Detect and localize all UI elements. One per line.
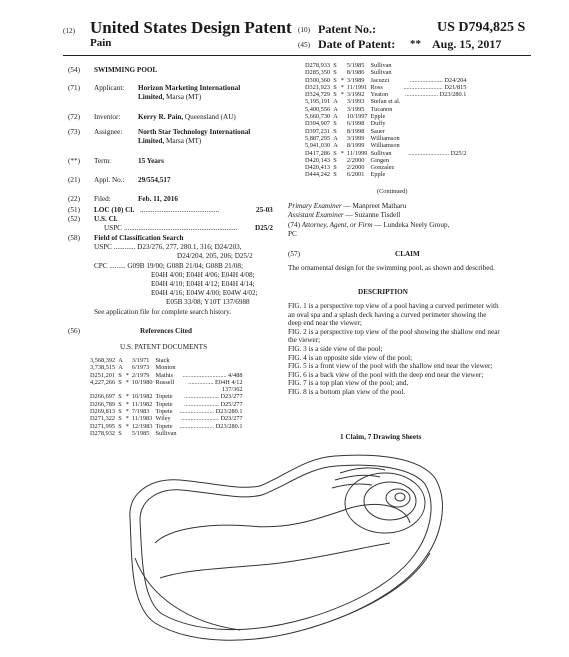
- claim-title: CLAIM: [395, 250, 420, 258]
- appl-code: (21): [68, 176, 80, 184]
- assistant-examiner-label: Assistant Examiner: [288, 211, 344, 219]
- reference-row: [305, 98, 469, 105]
- reference-cell: S: [118, 415, 122, 423]
- reference-cell: 6/2001: [346, 171, 365, 179]
- description-list: [288, 302, 500, 397]
- reference-cell: A: [118, 364, 123, 372]
- applicant-location: Marsa (MT): [165, 93, 202, 101]
- reference-cell: 3,738,515: [90, 364, 116, 372]
- assignee-code: (73): [68, 128, 80, 136]
- spa-center: [386, 489, 410, 507]
- attorney-label: Attorney, Agent, or Firm: [301, 221, 373, 229]
- pool-inner-rim: [140, 465, 431, 629]
- reference-cell: D271,995: [90, 422, 116, 430]
- reference-row: [305, 62, 469, 69]
- pool-floor-line: [155, 504, 410, 543]
- uscl-label: U.S. Cl.: [94, 215, 118, 223]
- reference-cell: Sullivan: [370, 149, 392, 157]
- uspc-value: D25/2: [255, 224, 273, 232]
- filed-code: (22): [68, 195, 80, 203]
- reference-cell: S: [333, 120, 337, 128]
- reference-cell: [403, 113, 469, 120]
- assistant-examiner: — Suzanne Tisdell: [345, 211, 401, 219]
- reference-row: [90, 357, 246, 364]
- reference-cell: *: [125, 408, 129, 416]
- reference-cell: D420,143: [305, 156, 331, 164]
- reference-cell: 6/1998: [346, 120, 365, 128]
- reference-cell: 3/1999: [346, 134, 365, 142]
- applicant-code: (71): [68, 84, 80, 92]
- reference-cell: S: [333, 149, 337, 157]
- reference-row: [90, 364, 246, 371]
- reference-cell: Sullivan: [155, 429, 177, 437]
- refs-continued: (Continued): [377, 188, 408, 195]
- reference-cell: A: [333, 134, 338, 142]
- reference-cell: [403, 164, 469, 171]
- date-of-patent: Aug. 15, 2017: [432, 37, 502, 51]
- reference-cell: *: [125, 378, 129, 386]
- reference-row: [305, 150, 469, 157]
- reference-cell: Yeaton: [370, 91, 389, 99]
- reference-cell: [180, 357, 246, 364]
- uscl-code: (52): [68, 215, 80, 223]
- inventor-location: Queensland (AU): [184, 113, 236, 121]
- reference-cell: [403, 120, 469, 127]
- reference-row: [90, 379, 246, 386]
- assignee-rest: Limited,: [138, 137, 165, 145]
- reference-row: [305, 135, 469, 142]
- reference-cell: Stefan et al.: [370, 98, 401, 106]
- reference-cell: *: [340, 83, 344, 91]
- reference-row: [305, 113, 469, 120]
- pool-wall-line-2: [310, 553, 430, 628]
- reference-cell: ..................... D23/280.1: [405, 91, 467, 99]
- reference-cell: S: [333, 156, 337, 164]
- reference-cell: Stack: [155, 357, 170, 364]
- reference-row: [90, 415, 246, 422]
- reference-cell: Williamson: [370, 134, 400, 142]
- loc-code: (51): [68, 206, 80, 214]
- reference-row: [305, 164, 469, 171]
- inventor-label: Inventor:: [94, 113, 121, 121]
- reference-cell: S: [333, 83, 337, 91]
- reference-cell: *: [125, 415, 129, 423]
- uspc-dots: ...............................................................: [124, 224, 238, 232]
- reference-cell: S: [118, 371, 122, 379]
- refs-code: (56): [68, 327, 80, 335]
- figure-description: FIG. 8 is a bottom plan view of the pool.: [288, 387, 406, 396]
- field-label: Field of Classification Search: [94, 234, 184, 242]
- reference-cell: A: [333, 105, 338, 113]
- reference-cell: 11/1999: [346, 149, 368, 157]
- field-cpc-5: E05B 33/08; Y10T 137/6988: [166, 298, 250, 306]
- reference-cell: 11/1983: [131, 415, 153, 423]
- assignee-name: North Star Technology International: [138, 128, 251, 136]
- loc-label: LOC (10) Cl.: [94, 206, 135, 214]
- reference-cell: S: [333, 76, 337, 84]
- reference-cell: ...................... D23/280.1: [179, 408, 243, 416]
- reference-cell: 8/1986: [346, 69, 365, 77]
- reference-cell: 5,660,730: [305, 113, 331, 121]
- reference-cell: Duffy: [370, 120, 386, 128]
- reference-cell: Jacuzzi: [370, 76, 390, 84]
- reference-cell: [403, 128, 469, 135]
- reference-cell: Russell: [155, 378, 175, 386]
- reference-cell: D278,932: [90, 429, 116, 437]
- figure-description: FIG. 1 is a perspective top view of a pool having a curved perimeter with an oval spa and a splash deck having a curved perimeter showing the deep end near the viewer;: [288, 302, 499, 328]
- reference-cell: S: [333, 171, 337, 179]
- claim-code: (57): [288, 250, 300, 258]
- reference-cell: [132, 386, 156, 393]
- reference-cell: Mathis: [155, 371, 174, 379]
- reference-row: [305, 77, 469, 84]
- inventor-surname: Pain: [90, 37, 112, 49]
- filed-date: Feb. 11, 2016: [138, 195, 178, 203]
- reference-cell: [403, 157, 469, 164]
- reference-cell: ........................ D23/277: [181, 415, 243, 423]
- appl-number: 29/554,517: [138, 176, 171, 184]
- patent-title: SWIMMING POOL: [94, 66, 158, 74]
- reference-cell: 5/1985: [346, 62, 365, 69]
- reference-row: [305, 91, 469, 98]
- reference-cell: S: [333, 127, 337, 135]
- figure-description: FIG. 5 is a front view of the pool with the shallow end near the viewer;: [288, 362, 493, 371]
- patent-no-label: Patent No.:: [318, 22, 376, 36]
- reference-cell: S: [118, 422, 122, 430]
- reference-cell: 5,400,556: [305, 105, 331, 113]
- reference-cell: 5,195,191: [305, 98, 331, 106]
- reference-cell: 5,941,030: [305, 142, 331, 150]
- reference-cell: S: [118, 400, 122, 408]
- field-uspc-2: D24/204, 205, 206; D25/2: [177, 252, 253, 260]
- reference-cell: S: [118, 408, 122, 416]
- reference-cell: [403, 171, 469, 178]
- reference-cell: D300,360: [305, 76, 331, 84]
- figure-description: FIG. 4 is an opposite side view of the pool;: [288, 353, 413, 362]
- reference-row: [305, 120, 469, 127]
- reference-cell: [403, 69, 469, 76]
- reference-cell: *: [125, 422, 129, 430]
- refs-right-table: [305, 62, 469, 179]
- reference-cell: [156, 386, 180, 393]
- loc-dots: ............................................: [140, 206, 220, 214]
- claims-sheets-footer: 1 Claim, 7 Drawing Sheets: [340, 433, 422, 441]
- reference-cell: 2/2000: [346, 156, 365, 164]
- inventor-name: Kerry R. Pain,: [138, 113, 184, 121]
- reference-cell: Epple: [370, 171, 386, 179]
- reference-cell: [403, 135, 469, 142]
- attorney-2: PC: [288, 230, 297, 238]
- reference-cell: [403, 142, 469, 149]
- appl-label: Appl. No.:: [94, 176, 125, 184]
- reference-cell: ................ E04H 4/12: [188, 378, 243, 386]
- attorney-code: (74): [288, 221, 300, 229]
- reference-cell: D417,286: [305, 149, 331, 157]
- reference-cell: 3,568,392: [90, 357, 116, 364]
- reference-cell: Tucanon: [370, 105, 393, 113]
- reference-row: [305, 84, 469, 91]
- reference-cell: 7/1983: [131, 408, 150, 416]
- reference-cell: Sullivan: [370, 69, 392, 77]
- field-note: See application file for complete search history.: [94, 308, 232, 316]
- reference-cell: [180, 364, 246, 371]
- reference-cell: 3/1989: [346, 76, 365, 84]
- reference-row: [90, 386, 246, 393]
- reference-cell: 5,887,295: [305, 134, 331, 142]
- reference-row: [90, 372, 246, 379]
- reference-cell: 2/2000: [346, 164, 365, 172]
- reference-row: [90, 401, 246, 408]
- reference-cell: A: [118, 357, 123, 364]
- reference-cell: D321,923: [305, 83, 331, 91]
- field-cpc: CPC ......... G09B 19/00; G08B 21/04; G08B 21/08;: [94, 262, 243, 270]
- field-cpc-4: E04H 4/16; E04W 4/00; E04W 4/02;: [151, 289, 258, 297]
- reference-cell: Wiley: [155, 415, 171, 423]
- assignee-label: Assignee:: [94, 128, 123, 136]
- reference-row: [305, 69, 469, 76]
- reference-cell: 11/1982: [131, 400, 153, 408]
- date-code: (45): [298, 41, 310, 49]
- reference-cell: D266,697: [90, 393, 116, 401]
- reference-row: [305, 128, 469, 135]
- assignee-location: Marsa (MT): [165, 137, 202, 145]
- reference-cell: A: [333, 113, 338, 121]
- reference-row: [90, 423, 246, 430]
- reference-cell: *: [340, 149, 344, 157]
- reference-cell: D444,242: [305, 171, 331, 179]
- reference-cell: 11/1991: [346, 83, 368, 91]
- reference-row: [90, 408, 246, 415]
- reference-cell: *: [340, 76, 344, 84]
- header-code-12: (12): [63, 27, 75, 35]
- applicant-rest: Limited,: [138, 93, 165, 101]
- reference-cell: [403, 106, 469, 113]
- term-label: Term:: [94, 157, 112, 165]
- field-cpc-3: E04H 4/10; E04H 4/12; E04H 4/14;: [151, 280, 255, 288]
- title-code: (54): [68, 66, 80, 74]
- patent-number: US D794,825 S: [437, 20, 526, 35]
- primary-examiner: — Manpreet Matharu: [343, 202, 407, 210]
- reference-cell: S: [118, 429, 122, 437]
- reference-cell: S: [333, 62, 337, 69]
- reference-row: [90, 430, 246, 437]
- patent-no-code: (10): [298, 26, 310, 34]
- reference-row: [305, 157, 469, 164]
- reference-cell: ...................... D25/277: [184, 400, 243, 408]
- inventor-code: (72): [68, 113, 80, 121]
- reference-row: [305, 171, 469, 178]
- reference-cell: 4,227,266: [90, 378, 116, 386]
- reference-cell: D285,350: [305, 69, 331, 77]
- reference-cell: 10/1982: [131, 393, 153, 401]
- reference-cell: S: [333, 164, 337, 172]
- reference-cell: [90, 386, 118, 393]
- filed-label: Filed:: [94, 195, 111, 203]
- reference-cell: 12/1983: [131, 422, 153, 430]
- pool-floor-line-2: [160, 543, 390, 578]
- date-stars: **: [410, 38, 421, 50]
- reference-cell: D324,729: [305, 91, 331, 99]
- reference-cell: 8/1998: [346, 127, 365, 135]
- primary-examiner-label: Primary Examiner: [288, 202, 342, 210]
- reference-cell: 3/1993: [346, 98, 365, 106]
- reference-cell: *: [125, 393, 129, 401]
- header-rule: [63, 55, 531, 56]
- reference-cell: [180, 430, 246, 437]
- reference-cell: ..................... D24/204: [409, 76, 467, 84]
- reference-cell: Topete: [155, 422, 173, 430]
- reference-cell: 10/1997: [346, 113, 368, 121]
- reference-cell: ...................... D23/280.1: [179, 422, 243, 430]
- reference-cell: Monton: [155, 364, 176, 372]
- spa-core: [395, 493, 405, 501]
- reference-cell: D278,933: [305, 62, 331, 69]
- description-title: DESCRIPTION: [358, 288, 408, 296]
- reference-cell: D269,813: [90, 408, 116, 416]
- document-kind-title: United States Design Patent: [90, 18, 292, 37]
- reference-cell: 2/1979: [131, 371, 150, 379]
- reference-cell: S: [118, 393, 122, 401]
- date-of-patent-label: Date of Patent:: [318, 37, 396, 51]
- reference-cell: S: [333, 91, 337, 99]
- reference-cell: Ross: [370, 83, 383, 91]
- applicant-name: Horizon Marketing International: [138, 84, 241, 92]
- reference-row: [305, 106, 469, 113]
- reference-cell: Topete: [155, 400, 173, 408]
- attorney: — Lundeka Neely Group,: [374, 221, 450, 229]
- field-uspc: USPC ............ D23/276, 277, 280.1, 316; D24/203,: [94, 243, 242, 251]
- reference-cell: ............................ 4/488: [182, 371, 243, 379]
- reference-cell: Williamson: [370, 142, 400, 150]
- reference-cell: Gonzalez: [370, 164, 395, 172]
- reference-cell: 10/1980: [131, 378, 153, 386]
- term-value: 15 Years: [138, 157, 164, 165]
- reference-cell: 3/1995: [346, 105, 365, 113]
- refs-title: References Cited: [140, 327, 192, 335]
- reference-cell: Sullivan: [370, 62, 392, 69]
- reference-cell: ...................... D23/277: [184, 393, 243, 401]
- reference-cell: A: [333, 98, 338, 106]
- reference-cell: *: [340, 91, 344, 99]
- reference-cell: Topete: [155, 408, 173, 416]
- reference-cell: Sauer: [370, 127, 385, 135]
- reference-cell: .......................... D25/2: [408, 149, 467, 157]
- figure-description: FIG. 6 is a back view of the pool with the deep end near the viewer;: [288, 370, 484, 379]
- reference-cell: ......................... D21/815: [403, 83, 467, 91]
- reference-cell: 8/1999: [346, 142, 365, 150]
- reference-cell: *: [125, 400, 129, 408]
- reference-cell: 3/1971: [131, 357, 150, 364]
- pool-outer-rim: [130, 455, 443, 640]
- reference-cell: Epple: [370, 113, 386, 121]
- reference-row: [90, 393, 246, 400]
- reference-cell: S: [333, 69, 337, 77]
- reference-cell: [403, 62, 469, 69]
- reference-cell: [403, 98, 469, 105]
- reference-cell: [118, 386, 126, 393]
- reference-row: [305, 142, 469, 149]
- refs-left-table: [90, 357, 246, 437]
- spa-inner: [364, 482, 416, 520]
- claim-text: The ornamental design for the swimming pool, as shown and described.: [288, 264, 495, 272]
- loc-value: 25-03: [256, 206, 273, 214]
- figure-description: FIG. 2 is a perspective top view of the pool showing the shallow end near the viewer;: [288, 327, 500, 345]
- reference-cell: 6/1973: [131, 364, 150, 372]
- reference-cell: 5/1985: [131, 429, 150, 437]
- reference-cell: D271,322: [90, 415, 116, 423]
- field-cpc-2: E04H 4/00; E04H 4/06; E04H 4/08;: [151, 271, 255, 279]
- pool-drawing: [110, 448, 460, 648]
- figure-description: FIG. 3 is a side view of the pool;: [288, 344, 383, 353]
- field-code: (58): [68, 234, 80, 242]
- reference-cell: S: [118, 378, 122, 386]
- refs-subtitle: U.S. PATENT DOCUMENTS: [120, 343, 208, 351]
- reference-cell: 3/1992: [346, 91, 365, 99]
- reference-cell: D251,201: [90, 371, 116, 379]
- term-code: (**): [68, 157, 80, 165]
- reference-cell: A: [333, 142, 338, 150]
- applicant-label: Applicant:: [94, 84, 125, 92]
- reference-cell: D266,789: [90, 400, 116, 408]
- figure-description: FIG. 7 is a top plan view of the pool; and,: [288, 379, 409, 388]
- reference-cell: Gingen: [370, 156, 390, 164]
- reference-cell: 137/362: [221, 386, 243, 394]
- reference-cell: D420,413: [305, 164, 331, 172]
- reference-cell: D394,907: [305, 120, 331, 128]
- reference-cell: Topete: [155, 393, 173, 401]
- reference-cell: *: [125, 371, 129, 379]
- reference-cell: D397,231: [305, 127, 331, 135]
- uspc-label: USPC: [104, 224, 122, 232]
